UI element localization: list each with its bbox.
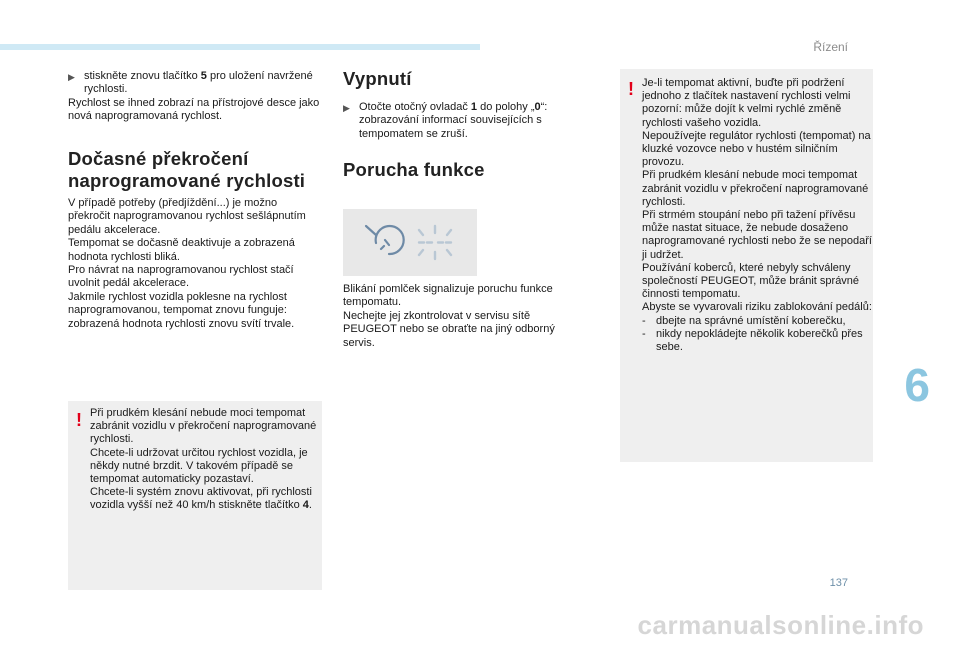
section-title: Řízení [813,40,848,54]
watermark: carmanualsonline.info [637,610,924,640]
fault-text: Blikání pomlček signalizuje poruchu funkce tempomatu. Nechejte jej zkontrolovat v servisu sítě PEUGEOT nebo se obraťte na jiný odborný servis. [343,283,555,349]
paragraph-line: Pro návrat na naprogramovanou rychlost stačí uvolnit pedál akcelerace. [68,264,294,290]
intro-paragraph: Rychlost se ihned zobrazí na přístrojové desce jako nová naprogramovaná rychlost. [68,96,320,123]
bullet-arrow-icon: ▶ [343,103,350,113]
warning-box-1 [68,401,322,590]
heading-temporary-exceed: Dočasné překročení naprogramované rychlosti [68,148,306,191]
cruise-control-fault-icon [343,209,477,276]
intro-bullet: ▶ stiskněte znovu tlačítko 5 pro uložení navržené rychlosti. [68,70,313,96]
paragraph-line: Jakmile rychlost vozidla poklesne na rychlost naprogramovanou, tempomat znovu funguje: zobrazená hodnota rychlosti znovu svítí trvale. [68,290,295,330]
heading-malfunction: Porucha funkce [343,159,485,180]
warning-text: Při prudkém klesání nebude moci tempomat zabránit vozidlu v překročení naprogramované rychlosti. Chcete-li udržovat určitou rychlost vozidla, je někdy nutné brzdit. V takovém případě se tempomat automaticky pozastaví. Chcete-li systém znovu aktivovat, při rychlosti vozidla vyšší než 40 km/h stiskněte tlačítko 4. [90,407,317,512]
paragraph-line: V případě potřeby (předjíždění...) je možno překročit naprogramovanou rychlost sešlápnutím pedálu akcelerace. [68,197,306,236]
warning-box-2 [620,69,873,462]
list-item: - nikdy nepokládejte několik koberečků přes sebe. [642,327,863,354]
col1-intro [68,70,320,124]
bullet-arrow-icon: ▶ [68,72,75,82]
chapter-number: 6 [904,359,930,411]
header-accent-bar [0,44,480,50]
switch-off-bullet: ▶ Otočte otočný ovladač 1 do polohy „0“: zobrazování informací souvisejících s tempomatem se zruší. [343,101,548,140]
col1-paragraph [68,197,320,331]
page-number: 137 [829,577,848,589]
paragraph-line: Tempomat se dočasně deaktivuje a zobrazená hodnota rychlosti bliká. [68,237,295,263]
list-item: - dbejte na správné umístění koberečku, [642,314,846,327]
warning-exclamation-icon: ! [76,410,82,430]
warning-text: Je-li tempomat aktivní, buďte při podržení jednoho z tlačítek nastavení rychlosti velmi pozorní: může dojít k velmi rychlé změně rychlosti vašeho vozidla. Nepoužívejte regulátor rychlosti (tempomat) na kluzké vozovce nebo v hustém silničním provozu. Při prudkém klesání nebude moci tempomat zabránit vozidlu v překročení naprogramované rychlosti. Při strmém stoupání nebo při tažení přívěsu může nastat situace, že nebude dosaženo naprogramované rychlosti nebo že se nepodaří ji udržet. Používání koberců, které nebyly schváleny společností PEUGEOT, může bránit správné činnosti tempomatu. Abyste se vyvarovali riziku zablokování pedálů: - dbejte na správné umístění koberečku, - nikdy nepokládejte několik koberečků přes sebe. [642,77,872,354]
heading-switch-off: Vypnutí [343,68,412,89]
warning-exclamation-icon: ! [628,79,634,99]
